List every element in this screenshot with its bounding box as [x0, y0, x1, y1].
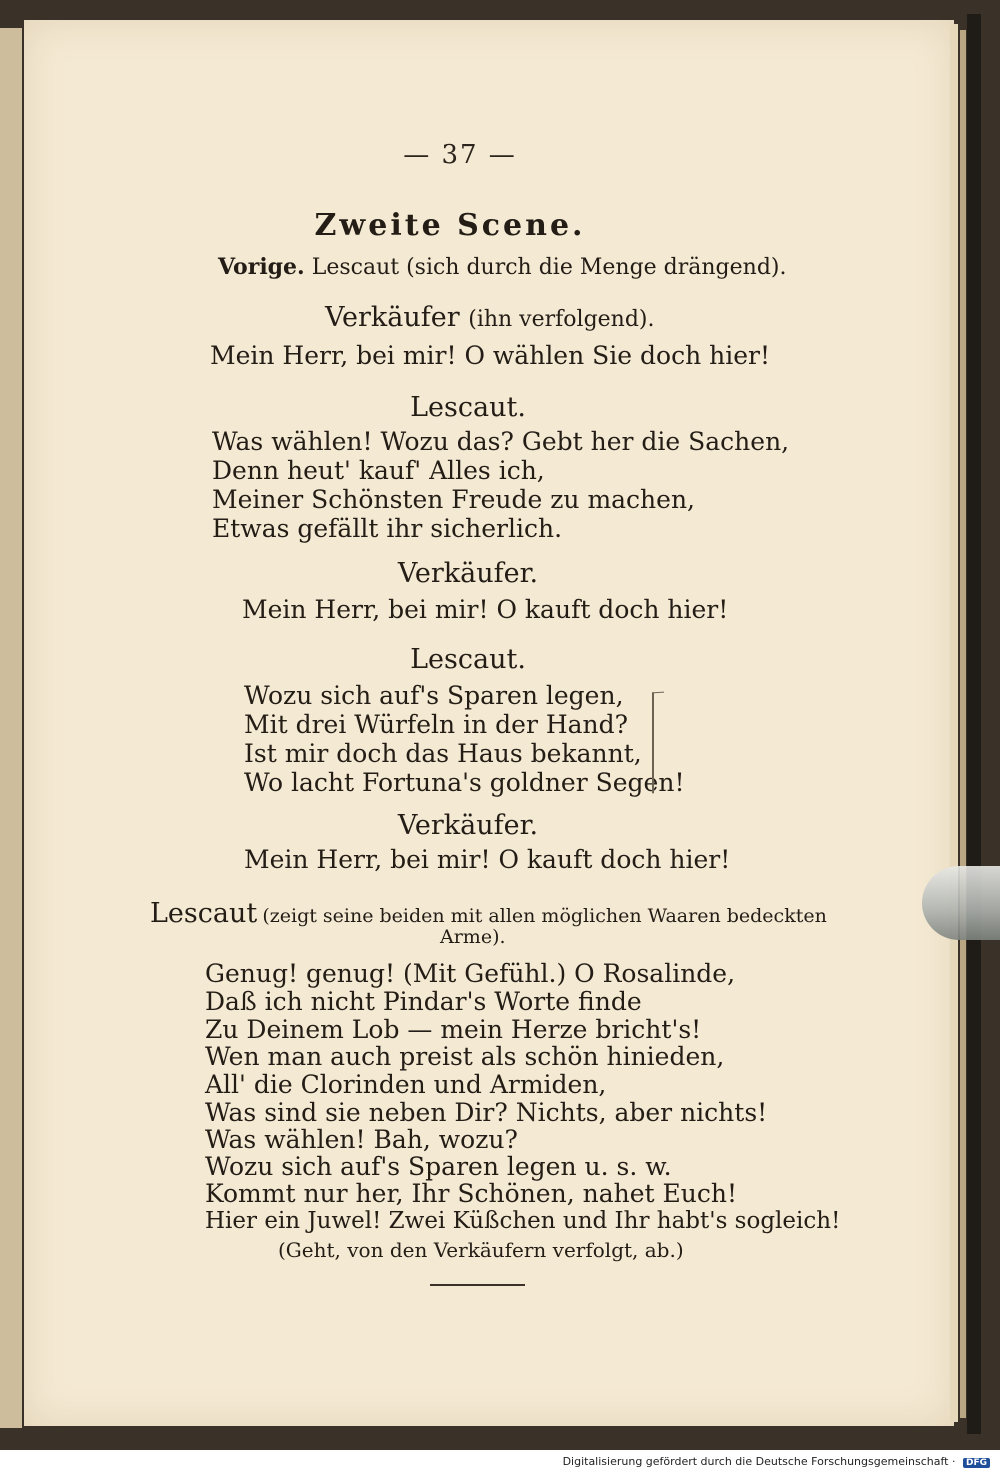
verse-line: Mein Herr, bei mir! O wählen Sie doch hier! [210, 341, 771, 370]
verse-line: Wozu sich auf's Sparen legen u. s. w. [205, 1152, 672, 1181]
speaker-direction-continued: Arme). [440, 926, 506, 948]
opening-stage-direction [218, 254, 786, 280]
verse-line: Mit drei Würfeln in der Hand? [244, 710, 629, 739]
verse-line: Ist mir doch das Haus bekannt, [244, 739, 642, 768]
page-clip [922, 866, 1000, 940]
verse-line: Kommt nur her, Ihr Schönen, nahet Euch! [205, 1179, 737, 1208]
verse-line: Mein Herr, bei mir! O kauft doch hier! [244, 845, 731, 874]
footer-credit [563, 1455, 990, 1468]
verse-line: Was sind sie neben Dir? Nichts, aber nichts! [205, 1098, 768, 1127]
page-edge [950, 24, 958, 1422]
page-number: — 37 — [403, 140, 517, 170]
speaker-lescaut: Lescaut. [410, 392, 526, 423]
previous-page-edge [0, 28, 22, 1428]
footer-credit-text: Digitalisierung gefördert durch die Deutsche Forschungsgemeinschaft · [562, 1455, 956, 1468]
verse-line: Was wählen! Bah, wozu? [205, 1125, 518, 1154]
dfg-logo: DFG [963, 1458, 990, 1468]
speaker-lescaut: Lescaut. [410, 644, 526, 675]
section-divider [430, 1284, 525, 1286]
speaker-name: Lescaut [150, 898, 258, 929]
verse-line: Meiner Schönsten Freude zu machen, [212, 485, 695, 514]
speaker-direction: (zeigt seine beiden mit allen möglichen Waaren bedeckten [262, 905, 827, 927]
exit-stage-direction: (Geht, von den Verkäufern verfolgt, ab.) [278, 1238, 684, 1262]
verse-line: Mein Herr, bei mir! O kauft doch hier! [242, 595, 729, 624]
opening-direction: Lescaut (sich durch die Menge drängend). [311, 255, 787, 280]
verse-line: Etwas gefällt ihr sicherlich. [212, 514, 563, 543]
speaker-name: Verkäufer [325, 302, 460, 333]
verse-line: Denn heut' kauf' Alles ich, [212, 456, 545, 485]
scene-title: Zweite Scene. [314, 208, 586, 243]
final-speaker-line [150, 898, 827, 929]
speaker-verkaeufer [325, 302, 655, 333]
page-edge-shadow [960, 30, 966, 1418]
speaker-direction: (ihn verfolgend). [468, 307, 655, 332]
speaker-verkaeufer: Verkäufer. [397, 558, 539, 589]
verse-line: All' die Clorinden und Armiden, [205, 1070, 607, 1099]
verse-line: Wo lacht Fortuna's goldner Segen! [244, 768, 685, 797]
pencil-bracket-mark [652, 692, 664, 794]
verse-line: Was wählen! Wozu das? Gebt her die Sachen, [212, 427, 790, 456]
book-cover-edge [967, 14, 981, 1434]
verse-line: Genug! genug! (Mit Gefühl.) O Rosalinde, [205, 959, 736, 988]
verse-line: Daß ich nicht Pindar's Worte finde [205, 987, 642, 1016]
verse-line: Wen man auch preist als schön hinieden, [205, 1042, 725, 1071]
opening-label: Vorige. [218, 254, 305, 280]
footer-bar [0, 1450, 1000, 1474]
verse-line: Wozu sich auf's Sparen legen, [244, 681, 624, 710]
verse-line: Zu Deinem Lob — mein Herze bricht's! [205, 1015, 702, 1044]
verse-line: Hier ein Juwel! Zwei Küßchen und Ihr habt's sogleich! [205, 1208, 841, 1234]
speaker-verkaeufer: Verkäufer. [397, 810, 539, 841]
